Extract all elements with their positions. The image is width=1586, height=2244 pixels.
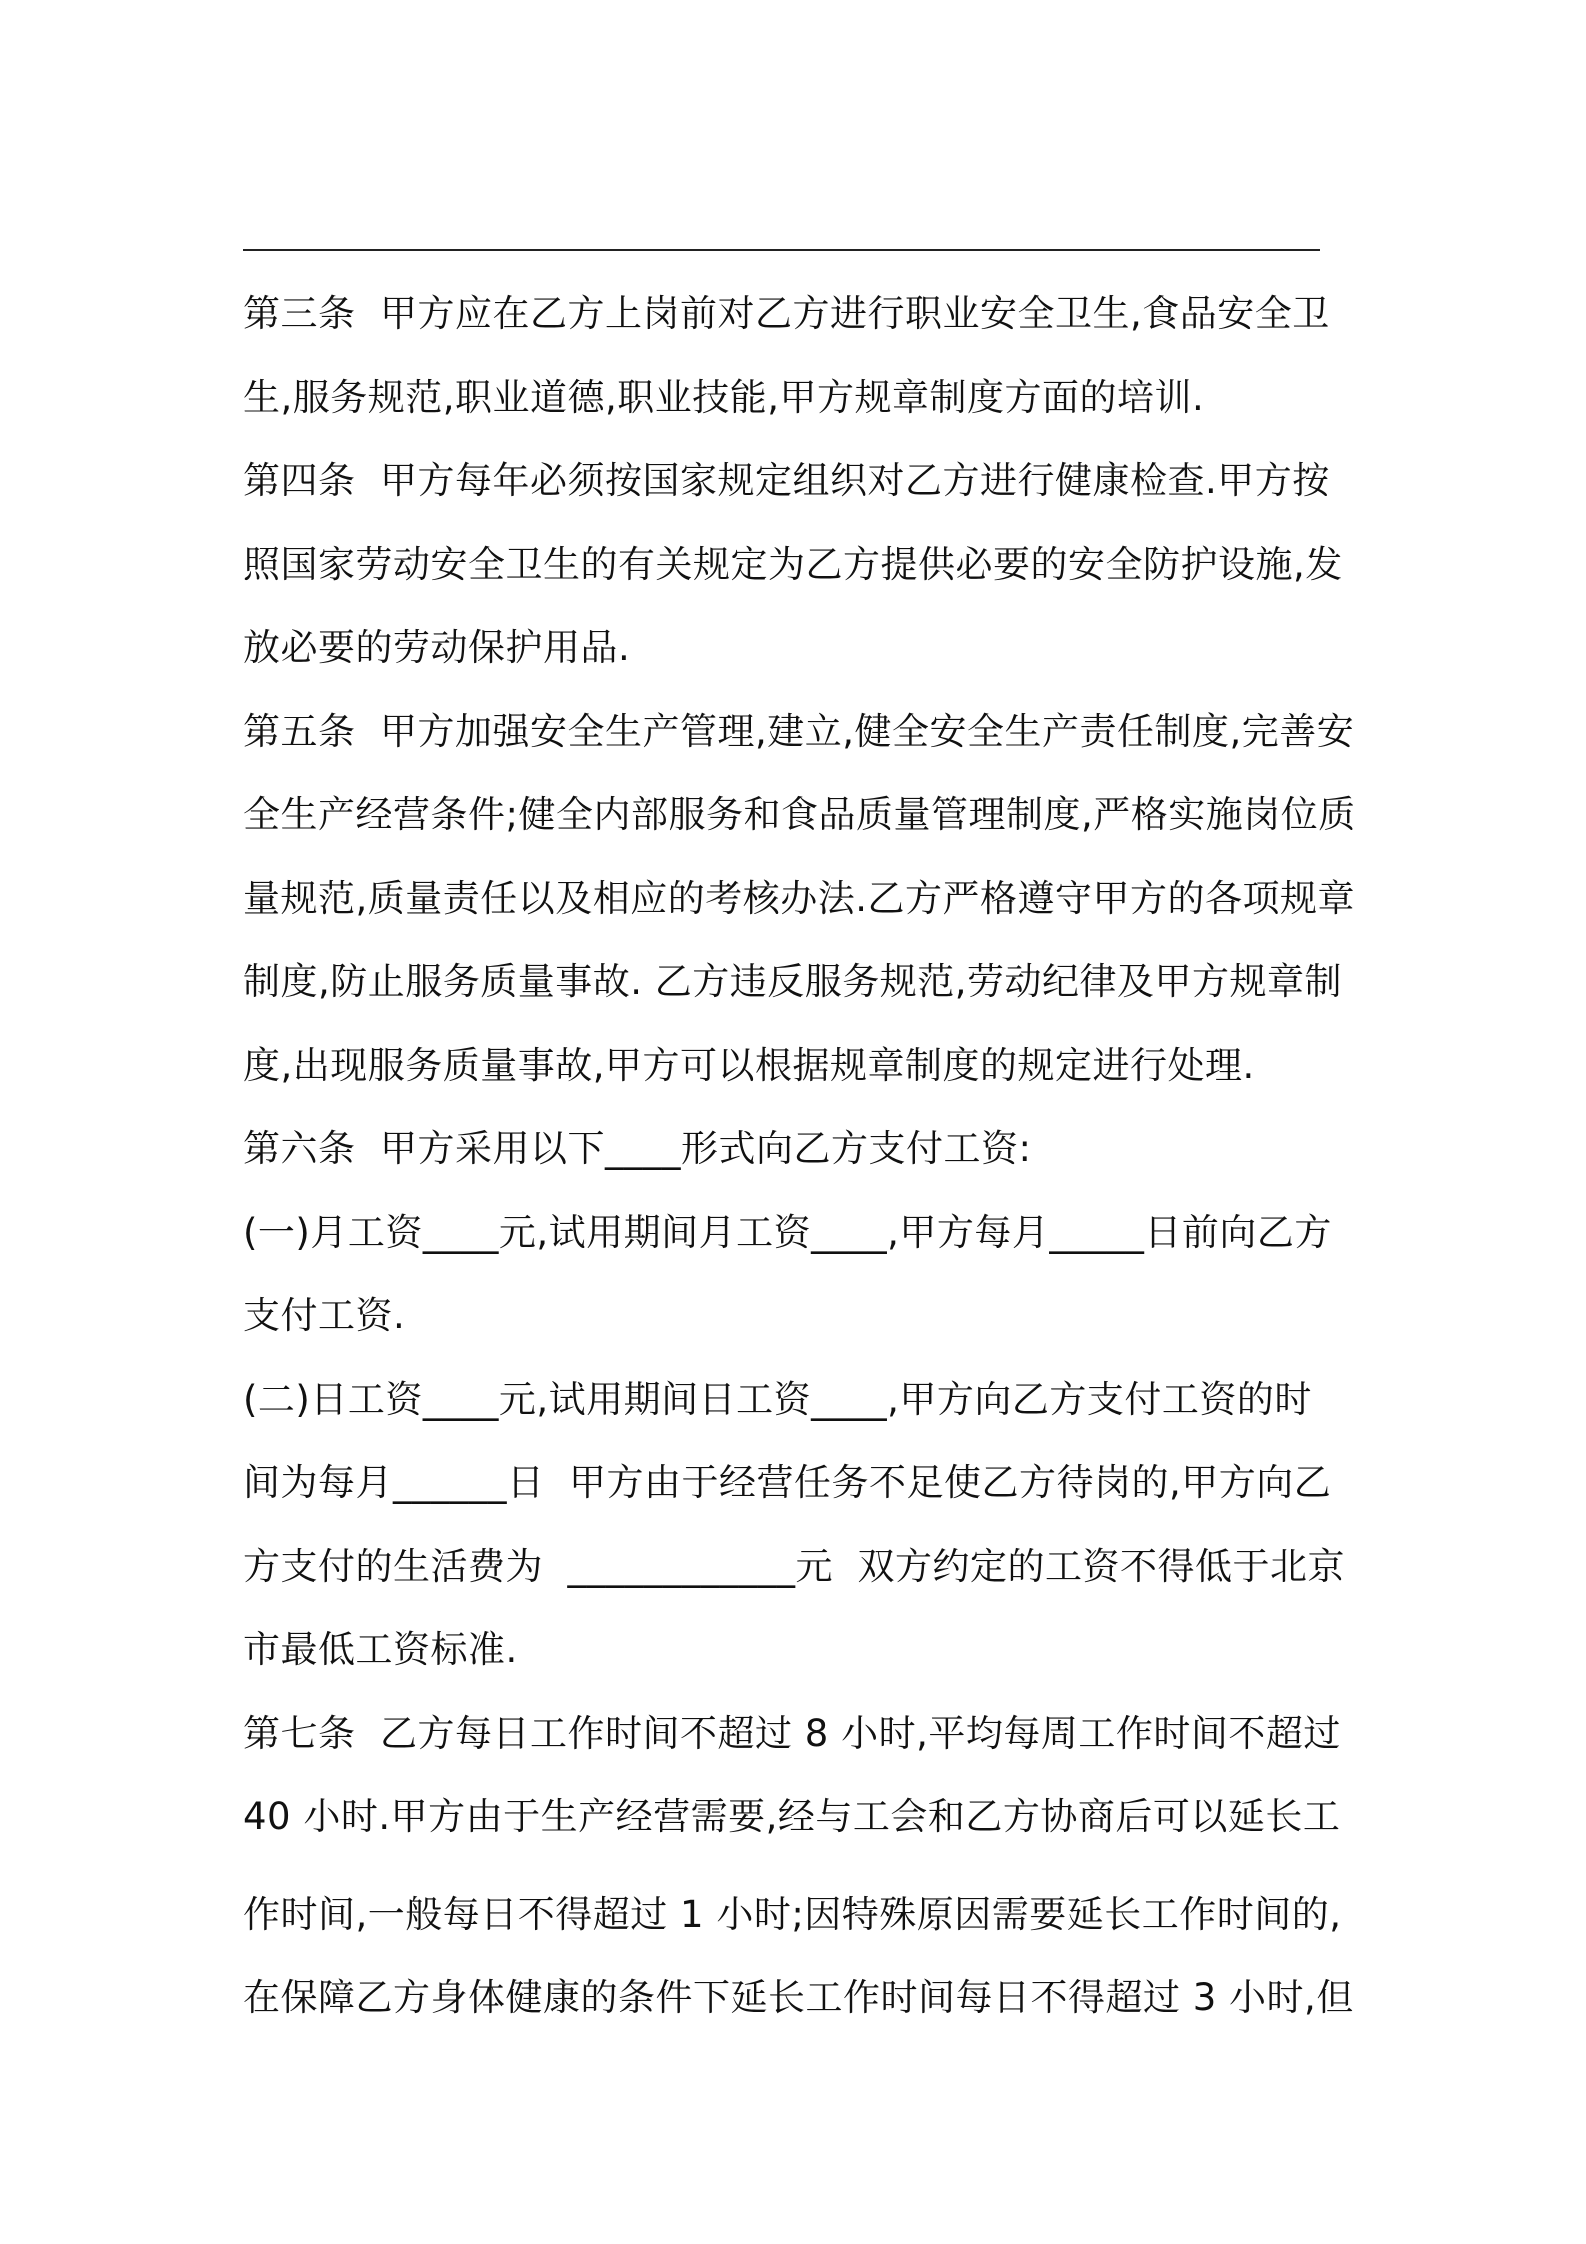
article-5-line-4: 制度,防止服务质量事故. 乙方违反服务规范,劳动纪律及甲方规章制 (243, 960, 1343, 1003)
article-6-item-2-line-2: 间为每月______日 甲方由于经营任务不足使乙方待岗的,甲方向乙 (243, 1461, 1332, 1504)
article-7-line-4: 在保障乙方身体健康的条件下延长工作时间每日不得超过 3 小时,但 (243, 1976, 1354, 2019)
article-7-line-1: 第七条 乙方每日工作时间不超过 8 小时,平均每周工作时间不超过 (243, 1712, 1341, 1755)
article-5-line-1: 第五条 甲方加强安全生产管理,建立,健全安全生产责任制度,完善安 (243, 710, 1355, 753)
article-6-item-2-line-3: 方支付的生活费为 ____________元 双方约定的工资不得低于北京 (243, 1545, 1346, 1588)
article-5-line-5: 度,出现服务质量事故,甲方可以根据规章制度的规定进行处理. (243, 1044, 1255, 1087)
article-4-line-1: 第四条 甲方每年必须按国家规定组织对乙方进行健康检查.甲方按 (243, 459, 1330, 502)
article-3-line-2: 生,服务规范,职业道德,职业技能,甲方规章制度方面的培训. (243, 376, 1205, 419)
article-4-line-2: 照国家劳动安全卫生的有关规定为乙方提供必要的安全防护设施,发 (243, 543, 1343, 586)
article-6-item-2-line-4: 市最低工资标准. (243, 1628, 518, 1671)
article-6-line-1: 第六条 甲方采用以下____形式向乙方支付工资: (243, 1127, 1032, 1170)
article-4-line-3: 放必要的劳动保护用品. (243, 626, 631, 669)
top-rule-line (243, 249, 1320, 251)
article-7-line-3: 作时间,一般每日不得超过 1 小时;因特殊原因需要延长工作时间的, (243, 1893, 1342, 1936)
article-6-item-2-line-1: (二)日工资____元,试用期间日工资____,甲方向乙方支付工资的时 (243, 1378, 1312, 1421)
article-3-line-1: 第三条 甲方应在乙方上岗前对乙方进行职业安全卫生,食品安全卫 (243, 292, 1330, 335)
article-6-item-1-line-1: (一)月工资____元,试用期间月工资____,甲方每月_____日前向乙方 (243, 1211, 1332, 1254)
article-7-line-2: 40 小时.甲方由于生产经营需要,经与工会和乙方协商后可以延长工 (243, 1795, 1341, 1838)
article-5-line-2: 全生产经营条件;健全内部服务和食品质量管理制度,严格实施岗位质 (243, 793, 1356, 836)
article-5-line-3: 量规范,质量责任以及相应的考核办法.乙方严格遵守甲方的各项规章 (243, 877, 1356, 920)
article-6-item-1-line-2: 支付工资. (243, 1294, 406, 1337)
